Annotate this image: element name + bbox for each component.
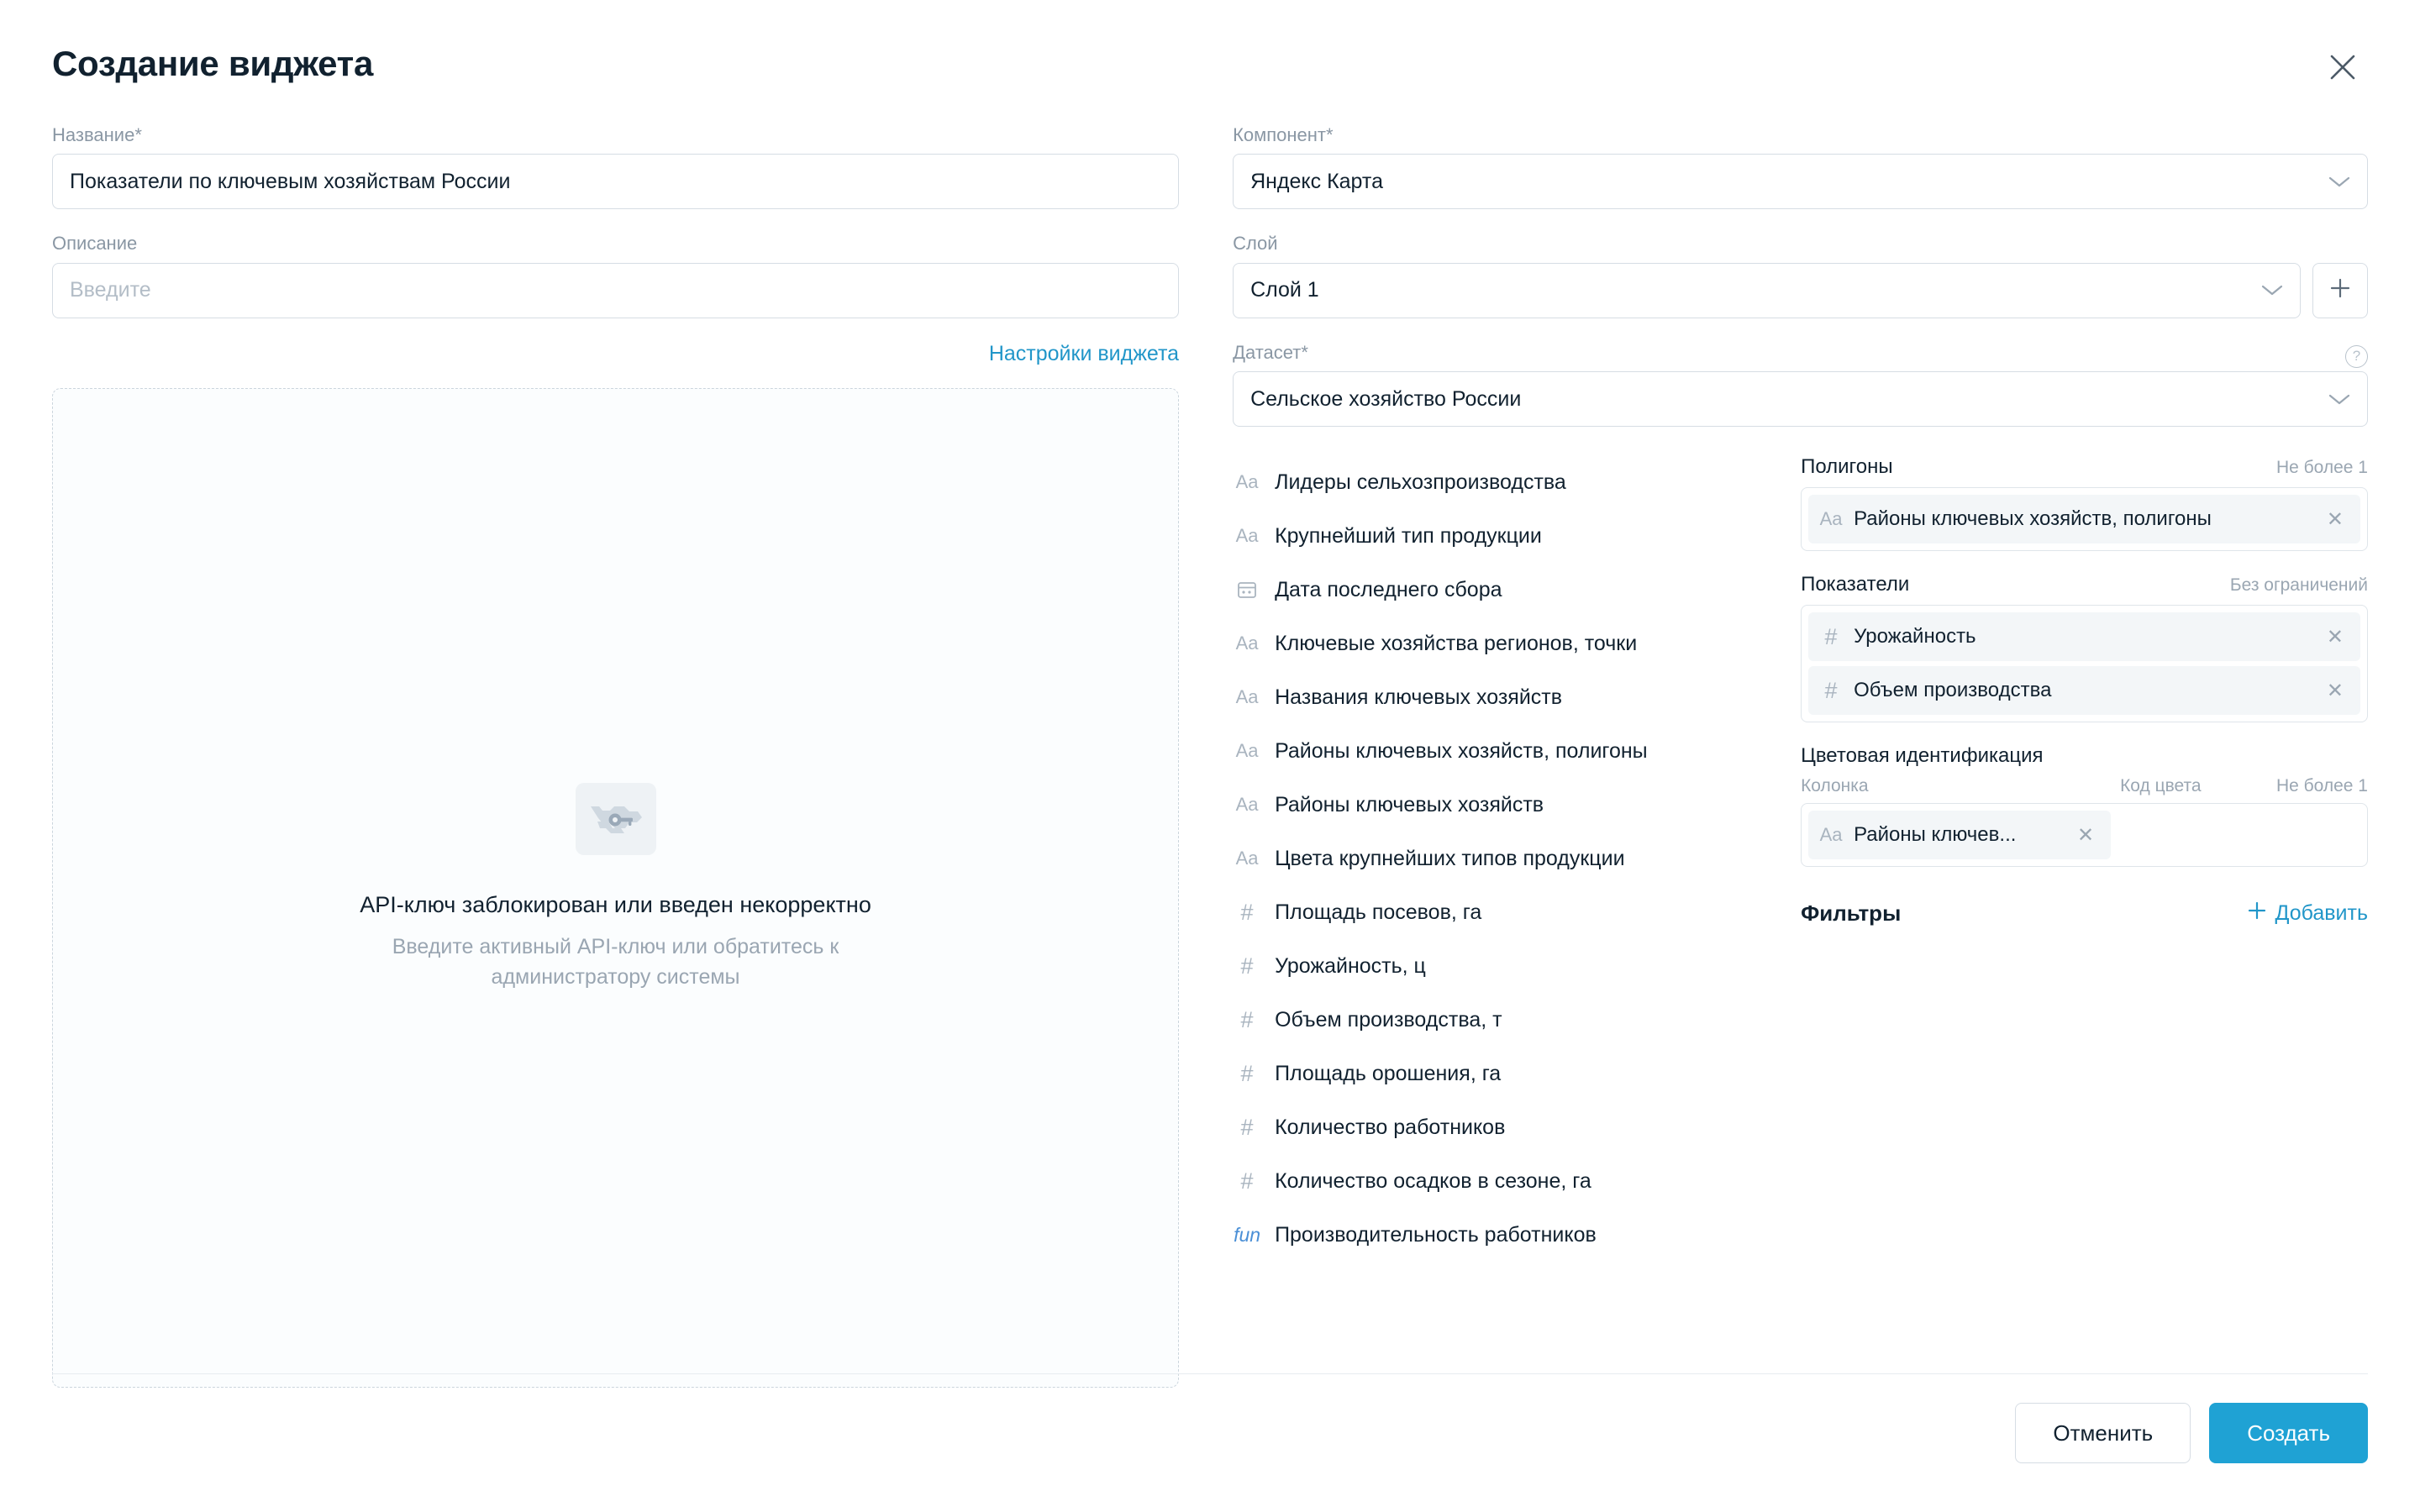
list-item-label: Объем производства, т [1275, 1007, 1502, 1032]
filters-section [1801, 900, 2368, 927]
preview-error-subtitle: Введите активный API-ключ или обратитесь к администратору системы [392, 935, 839, 990]
cancel-button[interactable]: Отменить [2015, 1403, 2191, 1463]
list-item-label: Лидеры сельхозпроизводства [1275, 470, 1566, 494]
slot-chip-label: Урожайность [1854, 625, 1976, 648]
slot-dropzone[interactable] [1801, 487, 2368, 551]
remove-chip-icon[interactable]: ✕ [2326, 679, 2344, 702]
color-chip-label: Районы ключев... [1854, 823, 2017, 847]
color-dropzone[interactable] [1801, 803, 2368, 867]
text-type-icon: Aa [1235, 471, 1259, 493]
slot-metrics [1801, 573, 2368, 722]
list-item-label: Районы ключевых хозяйств, полигоны [1275, 738, 1648, 763]
world-map-key-icon [576, 783, 656, 855]
number-type-icon: # [1824, 677, 1838, 703]
chevron-down-icon [2261, 284, 2283, 297]
number-type-icon: # [1240, 1114, 1254, 1140]
calendar-icon [1233, 580, 1261, 600]
layer-field [1233, 233, 2368, 318]
color-section-title: Цветовая идентификация [1801, 744, 2044, 768]
list-item-label: Названия ключевых хозяйств [1275, 685, 1563, 709]
list-item-label: Площадь посевов, га [1275, 900, 1482, 924]
color-column-header: Колонка [1801, 776, 1869, 796]
number-type-icon: # [1240, 1168, 1254, 1194]
list-item-label: Крупнейший тип продукции [1275, 523, 1542, 548]
list-item[interactable] [1233, 724, 1754, 778]
list-item-label: Урожайность, ц [1275, 953, 1426, 978]
list-item[interactable] [1233, 670, 1754, 724]
text-type-icon: Aa [1235, 525, 1259, 547]
slot-hint: Не более 1 [2275, 458, 2368, 478]
text-type-icon: Aa [1235, 740, 1259, 762]
color-code-header: Код цвета [2120, 776, 2202, 796]
slot-title: Показатели [1801, 573, 1910, 596]
slot-dropzone[interactable] [1801, 605, 2368, 722]
number-type-icon: # [1824, 623, 1838, 649]
widget-name-label: Название* [52, 124, 142, 145]
slot-chip[interactable] [1808, 666, 2360, 715]
close-icon[interactable] [2321, 45, 2365, 89]
slot-polygons [1801, 455, 2368, 551]
list-item[interactable] [1233, 778, 1754, 832]
list-item[interactable] [1233, 617, 1754, 670]
list-item-label: Количество осадков в сезоне, га [1275, 1168, 1591, 1193]
list-item[interactable] [1233, 455, 1754, 509]
component-value: Яндекс Карта [1250, 169, 1383, 193]
slot-title: Полигоны [1801, 455, 1893, 479]
color-hint: Не более 1 [2275, 776, 2368, 796]
left-column [52, 124, 1179, 1388]
text-type-icon: Aa [1235, 633, 1259, 654]
add-filter-label: Добавить [2275, 901, 2368, 926]
widget-settings-link[interactable]: Настройки виджета [988, 341, 1180, 365]
list-item[interactable] [1233, 509, 1754, 563]
text-type-icon: Aa [1235, 794, 1259, 816]
slot-chip-label: Районы ключевых хозяйств, полигоны [1854, 507, 2212, 531]
dataset-field [1233, 342, 2368, 427]
number-type-icon: # [1240, 1006, 1254, 1032]
modal-header [52, 44, 2368, 89]
dataset-value: Сельское хозяйство России [1250, 386, 1522, 411]
plus-icon [2247, 900, 2267, 927]
modal-body [52, 124, 2368, 1388]
create-button[interactable]: Создать [2209, 1403, 2368, 1463]
color-chip[interactable] [1808, 811, 2111, 859]
color-identification-section [1801, 744, 2368, 867]
list-item[interactable] [1233, 832, 1754, 885]
widget-preview-area [52, 388, 1179, 1388]
text-type-icon: Aa [1819, 824, 1843, 846]
component-field [1233, 124, 2368, 209]
dataset-label: Датасет* [1233, 341, 1308, 363]
number-type-icon: # [1240, 899, 1254, 925]
help-icon[interactable]: ? [2345, 345, 2368, 368]
preview-error-title: API-ключ заблокирован или введен некорректно [360, 892, 871, 918]
list-item-label: Цвета крупнейших типов продукции [1275, 846, 1625, 870]
text-type-icon: Aa [1819, 508, 1843, 530]
list-item[interactable] [1233, 939, 1754, 993]
dataset-fields-list [1233, 455, 1754, 1262]
list-item-label: Площадь орошения, га [1275, 1061, 1502, 1085]
add-filter-button[interactable] [2247, 900, 2369, 927]
dataset-select[interactable] [1233, 371, 2368, 427]
list-item-label: Районы ключевых хозяйств [1275, 792, 1544, 816]
right-column [1233, 124, 2368, 1388]
slot-chip-label: Объем производства [1854, 679, 2052, 702]
list-item-label: Производительность работников [1275, 1222, 1597, 1247]
component-select[interactable] [1233, 154, 2368, 209]
dataset-panels [1233, 455, 2368, 1262]
chevron-down-icon [2328, 176, 2350, 188]
list-item-label: Дата последнего сбора [1275, 577, 1502, 601]
layer-value: Слой 1 [1250, 278, 1319, 302]
list-item[interactable] [1233, 1047, 1754, 1100]
plus-icon [2329, 274, 2351, 307]
list-item[interactable] [1233, 563, 1754, 617]
filters-title: Фильтры [1801, 900, 1902, 927]
widget-description-label: Описание [52, 233, 138, 255]
list-item[interactable] [1233, 885, 1754, 939]
text-type-icon: Aa [1235, 686, 1259, 708]
list-item[interactable] [1233, 1208, 1754, 1262]
slot-hint: Без ограничений [2229, 575, 2368, 596]
slot-chip[interactable] [1808, 612, 2360, 661]
modal-footer [52, 1373, 2368, 1463]
layer-label: Слой [1233, 233, 1278, 255]
component-label: Компонент* [1233, 124, 1334, 145]
add-layer-button[interactable] [2312, 263, 2368, 318]
remove-chip-icon[interactable]: ✕ [2326, 507, 2344, 531]
widget-name-field [52, 124, 1179, 209]
page-title: Создание виджета [52, 44, 373, 83]
slots-panel [1801, 455, 2368, 1262]
number-type-icon: # [1240, 1060, 1254, 1086]
widget-description-input[interactable]: Введите [52, 263, 1179, 318]
list-item-label: Количество работников [1275, 1115, 1506, 1139]
list-item-label: Ключевые хозяйства регионов, точки [1275, 631, 1638, 655]
widget-name-input[interactable]: Показатели по ключевым хозяйствам России [52, 154, 1179, 209]
color-code-input[interactable] [2111, 811, 2360, 859]
number-type-icon: # [1240, 953, 1254, 979]
remove-chip-icon[interactable]: ✕ [2326, 625, 2344, 648]
chevron-down-icon [2328, 393, 2350, 406]
function-type-icon: fun [1234, 1223, 1261, 1246]
list-item[interactable] [1233, 1154, 1754, 1208]
text-type-icon: Aa [1235, 848, 1259, 869]
layer-select[interactable] [1233, 263, 2301, 318]
remove-chip-icon[interactable]: ✕ [2076, 823, 2095, 847]
slot-chip[interactable] [1808, 495, 2360, 543]
list-item[interactable] [1233, 1100, 1754, 1154]
widget-description-field [52, 233, 1179, 318]
list-item[interactable] [1233, 993, 1754, 1047]
